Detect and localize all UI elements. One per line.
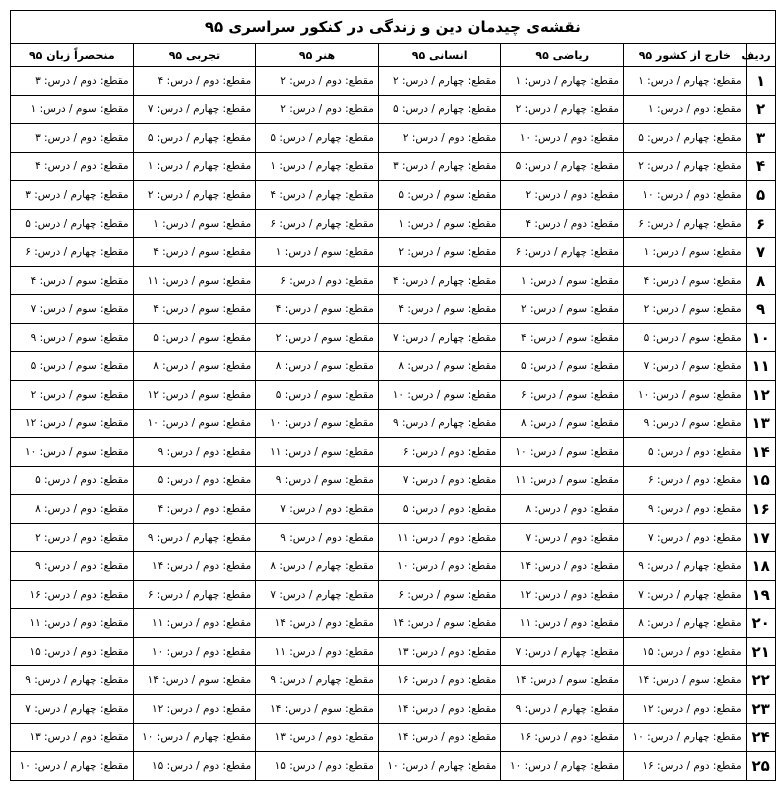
table-row — [11, 295, 776, 324]
table-cell: مقطع: چهارم / درس: ۷ — [133, 95, 256, 124]
table-cell: مقطع: چهارم / درس: ۱۰ — [501, 752, 624, 781]
table-cell: مقطع: سوم / درس: ۹ — [624, 409, 747, 438]
table-cell: مقطع: سوم / درس: ۵ — [256, 381, 379, 410]
page-title: نقشه‌ی چیدمان دین و زندگی در کنکور سراسری ۹۵ — [11, 11, 776, 44]
table-cell: مقطع: سوم / درس: ۱ — [501, 266, 624, 295]
table-cell: مقطع: دوم / درس: ۱۱ — [378, 523, 501, 552]
table-cell: مقطع: دوم / درس: ۴ — [133, 67, 256, 96]
row-number: ۱۴ — [746, 438, 775, 467]
table-row — [11, 466, 776, 495]
table-cell: مقطع: دوم / درس: ۱۰ — [501, 124, 624, 153]
table-cell: مقطع: چهارم / درس: ۲ — [624, 152, 747, 181]
table-cell: مقطع: چهارم / درس: ۱۰ — [624, 723, 747, 752]
table-cell: مقطع: چهارم / درس: ۹ — [378, 409, 501, 438]
table-cell: مقطع: چهارم / درس: ۵ — [501, 152, 624, 181]
table-cell: مقطع: سوم / درس: ۵ — [133, 323, 256, 352]
row-number: ۷ — [746, 238, 775, 267]
row-number: ۱۶ — [746, 495, 775, 524]
table-cell: مقطع: سوم / درس: ۹ — [256, 466, 379, 495]
table-cell: مقطع: سوم / درس: ۱۴ — [133, 666, 256, 695]
table-row — [11, 381, 776, 410]
table-cell: مقطع: دوم / درس: ۱۵ — [256, 752, 379, 781]
table-row — [11, 67, 776, 96]
table-cell: مقطع: سوم / درس: ۸ — [501, 409, 624, 438]
table-cell: مقطع: دوم / درس: ۵ — [11, 466, 134, 495]
table-cell: مقطع: سوم / درس: ۸ — [133, 352, 256, 381]
table-cell: مقطع: چهارم / درس: ۸ — [624, 609, 747, 638]
table-cell: مقطع: چهارم / درس: ۳ — [11, 181, 134, 210]
header-cell: هنر ۹۵ — [256, 44, 379, 67]
table-body — [11, 67, 776, 781]
table-cell: مقطع: چهارم / درس: ۷ — [378, 323, 501, 352]
table-row — [11, 238, 776, 267]
table-cell: مقطع: دوم / درس: ۱۰ — [624, 181, 747, 210]
row-number: ۲۱ — [746, 637, 775, 666]
row-number: ۱۹ — [746, 580, 775, 609]
table-cell: مقطع: دوم / درس: ۷ — [624, 523, 747, 552]
row-number: ۱۸ — [746, 552, 775, 581]
table-cell: مقطع: چهارم / درس: ۲ — [378, 67, 501, 96]
table-cell: مقطع: دوم / درس: ۵ — [133, 466, 256, 495]
table-cell: مقطع: چهارم / درس: ۴ — [378, 266, 501, 295]
table-cell: مقطع: سوم / درس: ۸ — [378, 352, 501, 381]
table-cell: مقطع: دوم / درس: ۱۵ — [624, 637, 747, 666]
table-cell: مقطع: چهارم / درس: ۱ — [501, 67, 624, 96]
table-cell: مقطع: دوم / درس: ۱۳ — [378, 637, 501, 666]
table-cell: مقطع: دوم / درس: ۱۵ — [133, 752, 256, 781]
table-cell: مقطع: سوم / درس: ۱۰ — [624, 381, 747, 410]
table-row — [11, 580, 776, 609]
table-cell: مقطع: دوم / درس: ۴ — [133, 495, 256, 524]
table-row — [11, 95, 776, 124]
table-cell: مقطع: سوم / درس: ۴ — [378, 295, 501, 324]
table-cell: مقطع: سوم / درس: ۱۰ — [378, 381, 501, 410]
table-row — [11, 124, 776, 153]
table-cell: مقطع: چهارم / درس: ۶ — [11, 238, 134, 267]
table-cell: مقطع: سوم / درس: ۲ — [11, 381, 134, 410]
table-cell: مقطع: دوم / درس: ۶ — [624, 466, 747, 495]
table-cell: مقطع: چهارم / درس: ۷ — [256, 580, 379, 609]
table-cell: مقطع: سوم / درس: ۱۲ — [11, 409, 134, 438]
row-number: ۱۲ — [746, 381, 775, 410]
table-cell: مقطع: دوم / درس: ۷ — [378, 466, 501, 495]
table-cell: مقطع: سوم / درس: ۱ — [11, 95, 134, 124]
table-cell: مقطع: سوم / درس: ۵ — [501, 352, 624, 381]
table-cell: مقطع: دوم / درس: ۱۱ — [133, 609, 256, 638]
table-cell: مقطع: چهارم / درس: ۱۰ — [11, 752, 134, 781]
table-cell: مقطع: دوم / درس: ۱۴ — [378, 695, 501, 724]
table-cell: مقطع: سوم / درس: ۱۰ — [11, 438, 134, 467]
row-number: ۱۰ — [746, 323, 775, 352]
table-row — [11, 752, 776, 781]
schedule-table — [10, 10, 776, 781]
table-cell: مقطع: چهارم / درس: ۹ — [624, 552, 747, 581]
table-cell: مقطع: چهارم / درس: ۵ — [11, 209, 134, 238]
table-cell: مقطع: دوم / درس: ۲ — [11, 523, 134, 552]
table-cell: مقطع: دوم / درس: ۱۲ — [133, 695, 256, 724]
table-cell: مقطع: دوم / درس: ۷ — [256, 495, 379, 524]
table-cell: مقطع: چهارم / درس: ۲ — [133, 181, 256, 210]
table-cell: مقطع: دوم / درس: ۲ — [256, 67, 379, 96]
table-cell: مقطع: دوم / درس: ۱ — [624, 95, 747, 124]
table-cell: مقطع: چهارم / درس: ۱ — [133, 152, 256, 181]
table-row — [11, 666, 776, 695]
table-cell: مقطع: سوم / درس: ۵ — [624, 323, 747, 352]
row-number: ۲۳ — [746, 695, 775, 724]
table-cell: مقطع: سوم / درس: ۴ — [624, 266, 747, 295]
table-cell: مقطع: دوم / درس: ۳ — [11, 124, 134, 153]
row-number: ۱ — [746, 67, 775, 96]
table-cell: مقطع: سوم / درس: ۱۱ — [133, 266, 256, 295]
row-number: ۱۳ — [746, 409, 775, 438]
row-number: ۹ — [746, 295, 775, 324]
table-cell: مقطع: چهارم / درس: ۵ — [624, 124, 747, 153]
table-cell: مقطع: سوم / درس: ۱ — [256, 238, 379, 267]
table-cell: مقطع: سوم / درس: ۷ — [11, 295, 134, 324]
table-cell: مقطع: دوم / درس: ۵ — [624, 438, 747, 467]
table-cell: مقطع: چهارم / درس: ۹ — [133, 523, 256, 552]
header-cell: منحصراً زبان ۹۵ — [11, 44, 134, 67]
table-cell: مقطع: دوم / درس: ۱۴ — [256, 609, 379, 638]
header-row — [11, 44, 776, 67]
table-cell: مقطع: چهارم / درس: ۵ — [133, 124, 256, 153]
table-row — [11, 181, 776, 210]
table-cell: مقطع: دوم / درس: ۴ — [501, 209, 624, 238]
table-cell: مقطع: سوم / درس: ۲ — [624, 295, 747, 324]
row-number: ۲ — [746, 95, 775, 124]
table-cell: مقطع: سوم / درس: ۴ — [133, 295, 256, 324]
table-cell: مقطع: چهارم / درس: ۹ — [11, 666, 134, 695]
table-cell: مقطع: سوم / درس: ۴ — [11, 266, 134, 295]
header-cell: ریاضی ۹۵ — [501, 44, 624, 67]
table-cell: مقطع: سوم / درس: ۱۱ — [256, 438, 379, 467]
table-cell: مقطع: دوم / درس: ۱۱ — [501, 609, 624, 638]
table-cell: مقطع: سوم / درس: ۲ — [378, 238, 501, 267]
table-cell: مقطع: دوم / درس: ۲ — [256, 95, 379, 124]
header-cell: تجربی ۹۵ — [133, 44, 256, 67]
row-number: ۱۵ — [746, 466, 775, 495]
table-cell: مقطع: دوم / درس: ۹ — [11, 552, 134, 581]
table-cell: مقطع: سوم / درس: ۴ — [256, 295, 379, 324]
title-row — [11, 11, 776, 44]
table-cell: مقطع: دوم / درس: ۷ — [501, 523, 624, 552]
table-cell: مقطع: دوم / درس: ۶ — [378, 438, 501, 467]
table-row — [11, 495, 776, 524]
table-cell: مقطع: سوم / درس: ۹ — [11, 323, 134, 352]
header-cell: انسانی ۹۵ — [378, 44, 501, 67]
table-cell: مقطع: دوم / درس: ۱۴ — [501, 552, 624, 581]
table-cell: مقطع: چهارم / درس: ۱۰ — [133, 723, 256, 752]
table-cell: مقطع: دوم / درس: ۱۶ — [501, 723, 624, 752]
table-cell: مقطع: دوم / درس: ۶ — [256, 266, 379, 295]
table-cell: مقطع: چهارم / درس: ۶ — [501, 238, 624, 267]
table-cell: مقطع: چهارم / درس: ۴ — [256, 181, 379, 210]
table-cell: مقطع: سوم / درس: ۱ — [624, 238, 747, 267]
table-cell: مقطع: سوم / درس: ۸ — [256, 352, 379, 381]
table-cell: مقطع: چهارم / درس: ۷ — [11, 695, 134, 724]
table-cell: مقطع: چهارم / درس: ۱ — [624, 67, 747, 96]
row-number: ۵ — [746, 181, 775, 210]
table-cell: مقطع: سوم / درس: ۱۴ — [624, 666, 747, 695]
table-cell: مقطع: چهارم / درس: ۲ — [501, 95, 624, 124]
table-cell: مقطع: سوم / درس: ۵ — [378, 181, 501, 210]
table-cell: مقطع: دوم / درس: ۲ — [378, 124, 501, 153]
table-cell: مقطع: سوم / درس: ۱۴ — [501, 666, 624, 695]
table-cell: مقطع: سوم / درس: ۶ — [501, 381, 624, 410]
table-cell: مقطع: سوم / درس: ۱۰ — [501, 438, 624, 467]
table-row — [11, 209, 776, 238]
table-row — [11, 323, 776, 352]
table-cell: مقطع: سوم / درس: ۱ — [133, 209, 256, 238]
table-cell: مقطع: دوم / درس: ۹ — [133, 438, 256, 467]
table-row — [11, 523, 776, 552]
row-number: ۳ — [746, 124, 775, 153]
table-cell: مقطع: چهارم / درس: ۶ — [624, 209, 747, 238]
table-cell: مقطع: سوم / درس: ۱۱ — [501, 466, 624, 495]
row-number: ۴ — [746, 152, 775, 181]
table-row — [11, 609, 776, 638]
table-row — [11, 637, 776, 666]
table-cell: مقطع: دوم / درس: ۱۲ — [624, 695, 747, 724]
table-cell: مقطع: دوم / درس: ۹ — [624, 495, 747, 524]
table-cell: مقطع: سوم / درس: ۶ — [378, 580, 501, 609]
table-row — [11, 552, 776, 581]
header-cell: ردیف — [746, 44, 775, 67]
row-number: ۲۴ — [746, 723, 775, 752]
table-cell: مقطع: سوم / درس: ۱۲ — [133, 381, 256, 410]
row-number: ۶ — [746, 209, 775, 238]
table-cell: مقطع: دوم / درس: ۱۴ — [378, 723, 501, 752]
table-cell: مقطع: دوم / درس: ۴ — [11, 152, 134, 181]
table-cell: مقطع: چهارم / درس: ۷ — [624, 580, 747, 609]
row-number: ۲۰ — [746, 609, 775, 638]
table-cell: مقطع: دوم / درس: ۱۰ — [133, 637, 256, 666]
table-cell: مقطع: دوم / درس: ۱۱ — [256, 637, 379, 666]
table-cell: مقطع: دوم / درس: ۸ — [11, 495, 134, 524]
table-cell: مقطع: چهارم / درس: ۶ — [256, 209, 379, 238]
table-cell: مقطع: دوم / درس: ۱۶ — [11, 580, 134, 609]
table-cell: مقطع: سوم / درس: ۱ — [378, 209, 501, 238]
table-cell: مقطع: دوم / درس: ۱۰ — [378, 552, 501, 581]
table-cell: مقطع: سوم / درس: ۴ — [501, 323, 624, 352]
table-cell: مقطع: دوم / درس: ۹ — [256, 523, 379, 552]
table-cell: مقطع: دوم / درس: ۲ — [501, 181, 624, 210]
table-cell: مقطع: دوم / درس: ۱۶ — [378, 666, 501, 695]
row-number: ۸ — [746, 266, 775, 295]
table-cell: مقطع: چهارم / درس: ۹ — [256, 666, 379, 695]
table-cell: مقطع: چهارم / درس: ۸ — [256, 552, 379, 581]
table-cell: مقطع: سوم / درس: ۱۰ — [256, 409, 379, 438]
table-cell: مقطع: دوم / درس: ۱۴ — [133, 552, 256, 581]
table-row — [11, 152, 776, 181]
table-cell: مقطع: دوم / درس: ۸ — [501, 495, 624, 524]
table-cell: مقطع: سوم / درس: ۱۴ — [256, 695, 379, 724]
table-cell: مقطع: دوم / درس: ۱۳ — [256, 723, 379, 752]
table-cell: مقطع: چهارم / درس: ۱ — [256, 152, 379, 181]
table-cell: مقطع: دوم / درس: ۱۵ — [11, 637, 134, 666]
table-cell: مقطع: سوم / درس: ۱۰ — [133, 409, 256, 438]
table-cell: مقطع: دوم / درس: ۱۲ — [501, 580, 624, 609]
table-cell: مقطع: سوم / درس: ۱۴ — [378, 609, 501, 638]
table-cell: مقطع: دوم / درس: ۵ — [378, 495, 501, 524]
table-row — [11, 409, 776, 438]
table-row — [11, 266, 776, 295]
table-cell: مقطع: چهارم / درس: ۵ — [256, 124, 379, 153]
table-cell: مقطع: دوم / درس: ۱۱ — [11, 609, 134, 638]
table-cell: مقطع: دوم / درس: ۱۳ — [11, 723, 134, 752]
table-cell: مقطع: سوم / درس: ۲ — [256, 323, 379, 352]
table-cell: مقطع: سوم / درس: ۲ — [501, 295, 624, 324]
schedule-sheet — [10, 10, 775, 781]
table-cell: مقطع: دوم / درس: ۱۶ — [624, 752, 747, 781]
table-cell: مقطع: چهارم / درس: ۱۰ — [378, 752, 501, 781]
header-cell: خارج از کشور ۹۵ — [624, 44, 747, 67]
table-row — [11, 352, 776, 381]
table-row — [11, 438, 776, 467]
row-number: ۲۲ — [746, 666, 775, 695]
table-cell: مقطع: سوم / درس: ۷ — [624, 352, 747, 381]
table-cell: مقطع: دوم / درس: ۳ — [11, 67, 134, 96]
table-cell: مقطع: چهارم / درس: ۶ — [133, 580, 256, 609]
table-cell: مقطع: سوم / درس: ۵ — [11, 352, 134, 381]
table-cell: مقطع: چهارم / درس: ۷ — [501, 637, 624, 666]
row-number: ۲۵ — [746, 752, 775, 781]
table-cell: مقطع: سوم / درس: ۴ — [133, 238, 256, 267]
row-number: ۱۱ — [746, 352, 775, 381]
table-row — [11, 723, 776, 752]
table-row — [11, 695, 776, 724]
row-number: ۱۷ — [746, 523, 775, 552]
table-cell: مقطع: چهارم / درس: ۵ — [378, 95, 501, 124]
table-cell: مقطع: چهارم / درس: ۹ — [501, 695, 624, 724]
table-cell: مقطع: چهارم / درس: ۳ — [378, 152, 501, 181]
